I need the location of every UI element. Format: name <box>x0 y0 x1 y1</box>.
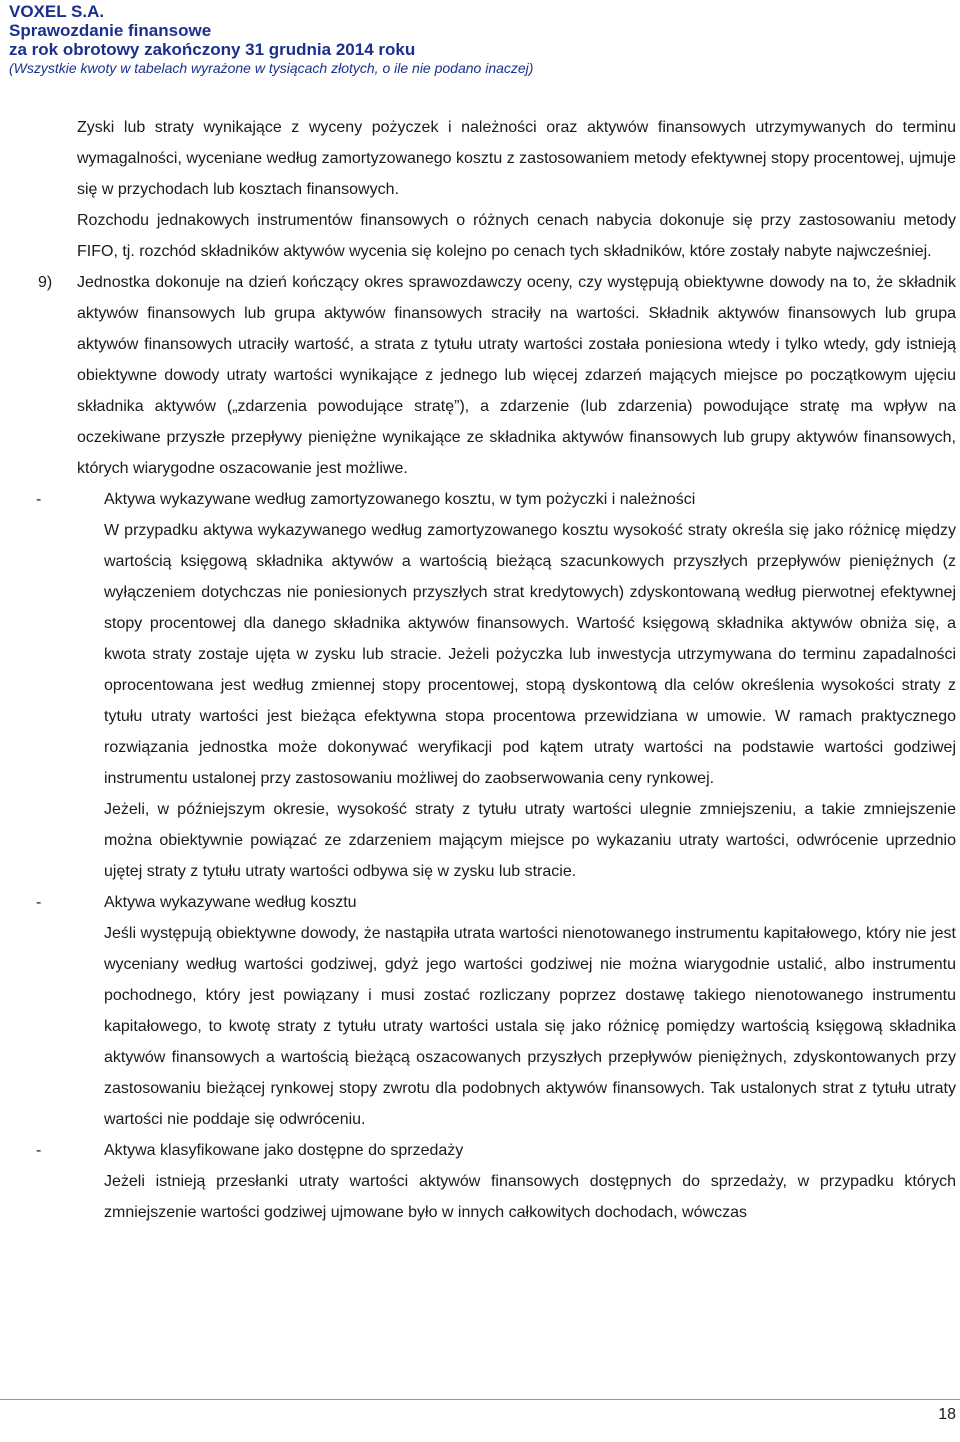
amounts-note: (Wszystkie kwoty w tabelach wyrażone w tysiącach złotych, o ile nie podano inaczej) <box>9 60 534 76</box>
section-available-for-sale-paragraph-1: Jeżeli istnieją przesłanki utraty wartości aktywów finansowych dostępnych do sprzedaży, w przypadku których zmniejszenie wartości godziwej ujmowane było w innych całkowitych dochodach, wówczas <box>104 1173 956 1221</box>
section-cost-title <box>0 887 960 918</box>
section-amortized-cost-title <box>0 484 960 515</box>
paragraph-intro: Zyski lub straty wynikające z wyceny pożyczek i należności oraz aktywów finansowych utrzymywanych do terminu wymagalności, wyceniane według zamortyzowanego kosztu z zastosowaniem metody efektywnej stopy procentowej, ujmuje się w przychodach lub kosztach finansowych. <box>77 119 956 198</box>
section-available-for-sale-title <box>0 1135 960 1166</box>
list-item-9 <box>0 267 960 484</box>
section-amortized-cost-paragraph-1: W przypadku aktywa wykazywanego według zamortyzowanego kosztu wysokość straty określa się jako różnicę między wartością księgową składnika aktywów a wartością bieżącą szacunkowych przyszłych przepływów pieniężnych (z wyłączeniem dotychczas nie poniesionych przyszłych strat kredytowych) zdyskontowaną według pierwotnej efektywnej stopy procentowej dla danego składnika aktywów finansowych. Wartość księgową składnika aktywów obniża się, a kwota straty zostaje ujęta w zysku lub stracie. Jeżeli pożyczka lub inwestycja utrzymywana do terminu zapadalności oprocentowana jest według zmiennej stopy procentowej, stopą dyskontową dla celów określenia wysokości straty z tytułu utraty wartości jest bieżąca efektywna stopa procentowa przewidziana w umowie. W ramach praktycznego rozwiązania jednostka może dokonywać weryfikacji pod kątem utraty wartości na podstawie wartości godziwej instrumentu ustalonej przy zastosowaniu możliwej do zaobserwowania ceny rynkowej. <box>104 522 956 787</box>
dash-marker: - <box>36 1142 42 1159</box>
dash-marker: - <box>36 491 42 508</box>
section-amortized-cost-paragraph-2: Jeżeli, w późniejszym okresie, wysokość straty z tytułu utraty wartości ulegnie zmniejszeniu, a takie zmniejszenie można obiektywnie powiązać ze zdarzeniem mającym miejsce po wykazaniu utraty wartości, odwrócenie uprzednio ujętej straty z tytułu utraty wartości odbywa się w zysku lub stracie. <box>104 801 956 880</box>
report-period: za rok obrotowy zakończony 31 grudnia 2014 roku <box>9 40 416 59</box>
document-body <box>0 112 960 1228</box>
report-title: Sprawozdanie finansowe <box>9 21 212 40</box>
page-number: 18 <box>938 1406 956 1423</box>
paragraph-fifo: Rozchodu jednakowych instrumentów finansowych o różnych cenach nabycia dokonuje się przy zastosowaniu metody FIFO, tj. rozchód składników aktywów wycenia się kolejno po cenach tych składników, które zostały nabyte najwcześniej. <box>77 212 956 260</box>
document-header <box>9 2 949 76</box>
section-cost-paragraph-1: Jeśli występują obiektywne dowody, że nastąpiła utrata wartości nienotowanego instrumentu kapitałowego, który nie jest wyceniany według wartości godziwej, gdyż jego wartości godziwej nie można wiarygodnie ustalić, albo instrumentu pochodnego, który jest powiązany i musi zostać rozliczany poprzez dostawę takiego nienotowanego instrumentu kapitałowego, to kwotę straty z tytułu utraty wartości ustala się jako różnicę pomiędzy wartością księgową składnika aktywów finansowych a wartością bieżącą oszacowanych przyszłych przepływów pieniężnych, zdyskontowanych przy zastosowaniu bieżącej rynkowej stopy zwrotu dla podobnych aktywów finansowych. Tak ustalonych strat z tytułu utraty wartości nie poddaje się odwróceniu. <box>104 925 956 1128</box>
section-title-text: Aktywa klasyfikowane jako dostępne do sprzedaży <box>104 1142 464 1159</box>
list-item-9-text: Jednostka dokonuje na dzień kończący okres sprawozdawczy oceny, czy występują obiektywne dowody na to, że składnik aktywów finansowych lub grupa aktywów finansowych straciły na wartości. Składnik aktywów finansowych lub grupa aktywów finansowych utraciły wartość, a strata z tytułu utraty wartości została poniesiona wtedy i tylko wtedy, gdy istnieją obiektywne dowody utraty wartości wynikające z jednego lub więcej zdarzeń mających miejsce po początkowym ujęciu składnika aktywów („zdarzenia powodujące stratę”), a zdarzenie (lub zdarzenia) powodujące stratę ma wpływ na oczekiwane przyszłe przepływy pieniężne wynikające ze składnika aktywów finansowych lub grupy aktywów finansowych, których wiarygodne oszacowanie jest możliwe. <box>77 274 956 477</box>
dash-marker: - <box>36 894 42 911</box>
footer-divider <box>0 1399 960 1400</box>
company-name: VOXEL S.A. <box>9 2 105 21</box>
section-title-text: Aktywa wykazywane według kosztu <box>104 894 357 911</box>
section-title-text: Aktywa wykazywane według zamortyzowanego kosztu, w tym pożyczki i należności <box>104 491 696 508</box>
list-marker-9: 9) <box>38 274 53 291</box>
